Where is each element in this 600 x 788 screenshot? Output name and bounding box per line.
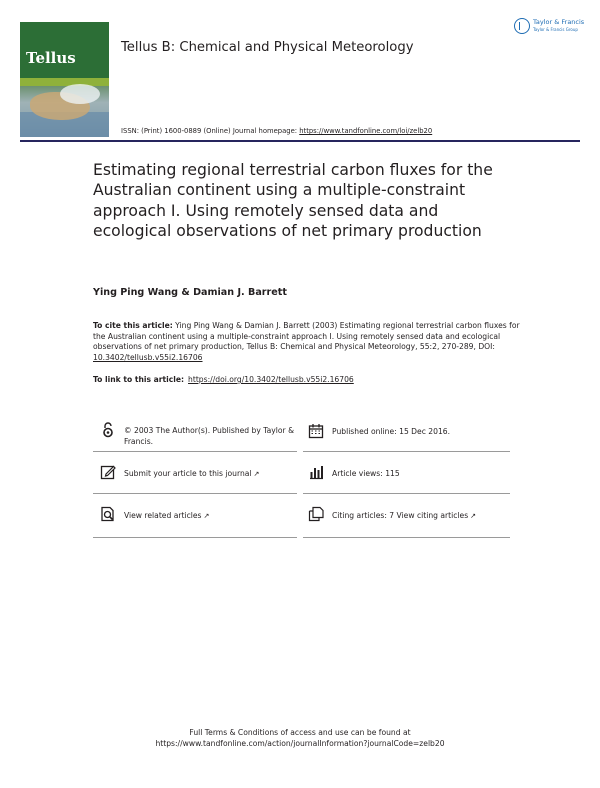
footer xyxy=(0,728,600,749)
header-divider xyxy=(20,140,580,142)
citation-label: To cite this article: xyxy=(93,321,173,330)
publisher-logo-icon xyxy=(514,18,530,34)
submit-article-link[interactable] xyxy=(124,469,259,478)
footer-terms-url[interactable]: https://www.tandfonline.com/action/journalInformation?journalCode=zelb20 xyxy=(155,738,445,748)
article-title: Estimating regional terrestrial carbon fluxes for the Australian continent using a multiple-constraint approach I. Using remotely sensed data and ecological observations of net primary production xyxy=(93,161,493,240)
journal-title: Tellus B: Chemical and Physical Meteorology xyxy=(121,40,414,55)
doi-link[interactable]: 10.3402/tellusb.v55i2.16706 xyxy=(93,352,203,362)
citation-text: Ying Ping Wang & Damian J. Barrett (2003) Estimating regional terrestrial carbon fluxes for the Australian continent using a multiple-constraint approach I. Using remotely sensed data and ecological observations of net primary production, Tellus B: Chemical and Physical Meteorology, 55:2, 270-289, DOI: xyxy=(93,321,520,351)
citing-articles-label: Citing articles: 7 View citing articles xyxy=(332,511,469,520)
external-link-icon: ↗ xyxy=(253,470,260,478)
article-link-line xyxy=(93,375,354,384)
publisher-logo-name: Taylor & Francis xyxy=(533,18,585,26)
related-articles-link[interactable] xyxy=(124,511,209,520)
published-online-date: Published online: 15 Dec 2016. xyxy=(332,427,451,436)
footer-terms-text: Full Terms & Conditions of access and use can be found at xyxy=(189,728,411,737)
license-text: © 2003 The Author(s). Published by Taylor & Francis. xyxy=(124,426,295,446)
article-views: Article views: 115 xyxy=(332,469,400,478)
cover-title: Tellus xyxy=(26,49,76,67)
calendar-icon xyxy=(308,423,324,439)
divider xyxy=(303,537,510,538)
citing-articles-icon xyxy=(308,506,324,522)
issn-text: ISSN: (Print) 1600-0889 (Online) Journal homepage: xyxy=(121,127,300,135)
citation-block xyxy=(93,321,523,363)
citing-articles-link[interactable] xyxy=(332,511,476,520)
journal-homepage-link[interactable]: https://www.tandfonline.com/loi/zelb20 xyxy=(299,127,433,135)
publisher-logo-tag: Taylor & Francis Group xyxy=(533,27,578,32)
divider xyxy=(93,537,297,538)
journal-cover-image xyxy=(20,22,109,137)
divider xyxy=(93,451,297,452)
submit-article-label: Submit your article to this journal xyxy=(124,469,252,478)
related-articles-label: View related articles xyxy=(124,511,202,520)
issn-line xyxy=(121,127,432,135)
divider xyxy=(93,493,297,494)
edit-icon xyxy=(100,464,116,480)
publisher-logo xyxy=(514,18,584,36)
divider xyxy=(303,493,510,494)
document-search-icon xyxy=(100,506,116,522)
bar-chart-icon xyxy=(308,464,324,480)
open-access-icon xyxy=(100,422,116,438)
divider xyxy=(303,451,510,452)
article-doi-url[interactable]: https://doi.org/10.3402/tellusb.v55i2.16706 xyxy=(188,375,354,384)
external-link-icon: ↗ xyxy=(203,512,210,520)
article-authors: Ying Ping Wang & Damian J. Barrett xyxy=(93,287,287,298)
external-link-icon: ↗ xyxy=(470,512,477,520)
link-label: To link to this article: xyxy=(93,375,185,384)
